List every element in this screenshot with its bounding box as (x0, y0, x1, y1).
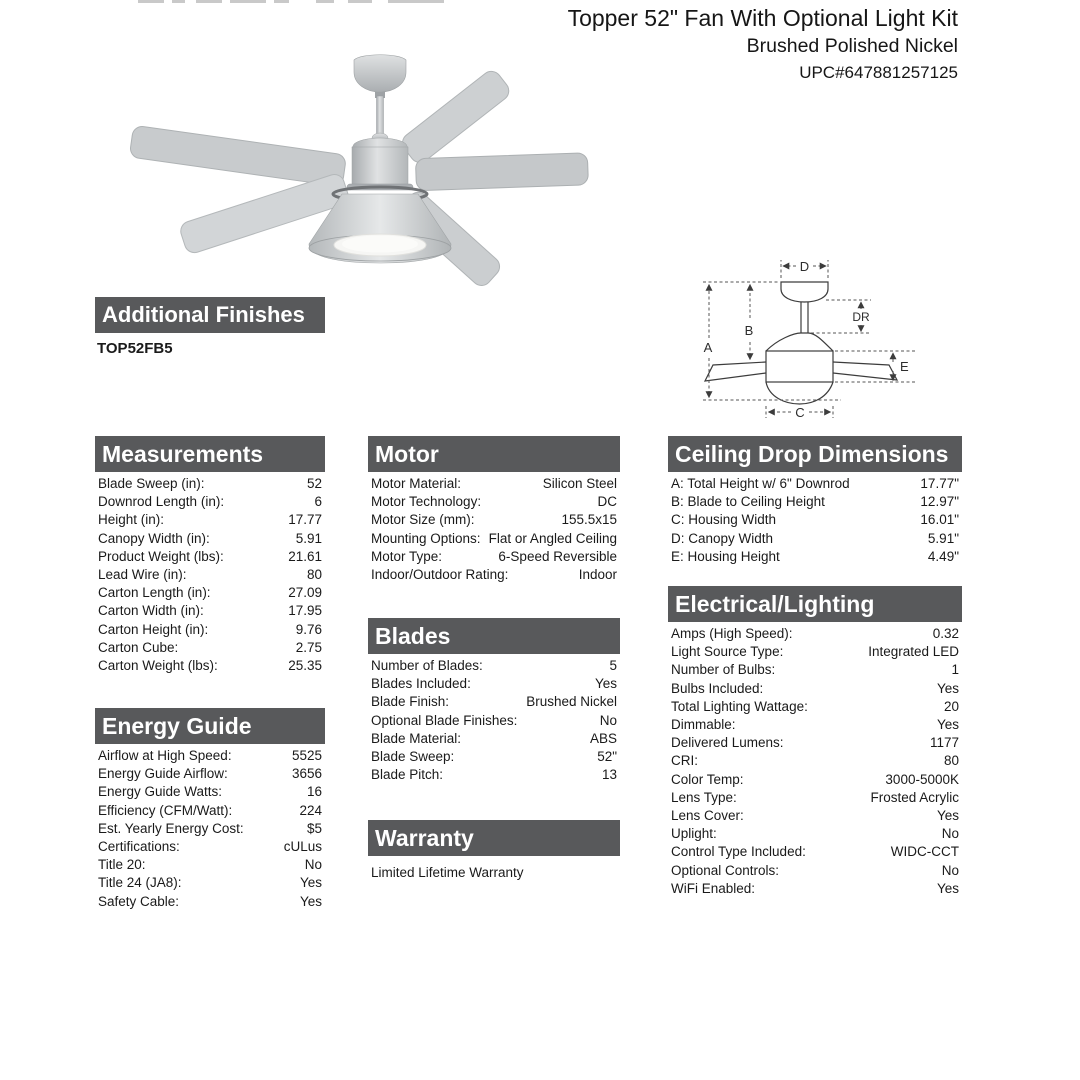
spec-value: 20 (943, 698, 959, 714)
spec-label: Bulbs Included: (671, 680, 764, 696)
spec-label: C: Housing Width (671, 512, 777, 528)
section-ceiling-drop-dimensions (668, 436, 962, 566)
spec-value: No (941, 826, 959, 842)
spec-label: Energy Guide Watts: (98, 784, 223, 800)
spec-value: WIDC-CCT (890, 844, 959, 860)
spec-value: 9.76 (295, 621, 322, 637)
spec-label: Optional Blade Finishes: (371, 712, 518, 728)
spec-row (95, 493, 325, 511)
spec-value: 12.97" (920, 494, 959, 510)
spec-label: D: Canopy Width (671, 530, 774, 546)
spec-row (668, 698, 962, 716)
spec-row (668, 752, 962, 770)
section-warranty (368, 820, 620, 880)
spec-row (95, 475, 325, 493)
spec-row (95, 621, 325, 639)
spec-label: Canopy Width (in): (98, 530, 210, 546)
spec-value: 5 (609, 658, 617, 673)
spec-row (95, 765, 325, 783)
section-additional-finishes (95, 297, 325, 357)
spec-value: $5 (306, 820, 322, 836)
spec-row (668, 511, 962, 529)
spec-value: Frosted Acrylic (870, 789, 959, 805)
spec-row (95, 584, 325, 602)
product-finish: Brushed Polished Nickel (746, 35, 958, 57)
spec-label: Carton Weight (lbs): (98, 658, 218, 674)
diagram-dimension-lines (703, 260, 915, 418)
spec-label: Delivered Lumens: (671, 735, 784, 751)
spec-value: DC (597, 494, 617, 510)
spec-row (668, 880, 962, 898)
spec-label: A: Total Height w/ 6" Downrod (671, 476, 850, 491)
spec-value: Yes (936, 717, 959, 733)
spec-row (95, 802, 325, 820)
spec-row (668, 807, 962, 825)
ceiling-drop-diagram (693, 250, 985, 428)
spec-row (668, 680, 962, 698)
fan-product-image (95, 48, 695, 308)
spec-row (368, 657, 620, 675)
spec-value: No (304, 857, 322, 873)
spec-label: Carton Length (in): (98, 585, 211, 601)
section-header-blades: Blades (368, 618, 620, 654)
spec-label: Carton Width (in): (98, 603, 204, 619)
spec-label: Certifications: (98, 839, 180, 855)
spec-value: 17.95 (288, 603, 322, 619)
spec-row (368, 730, 620, 748)
spec-row (95, 856, 325, 874)
spec-row (668, 862, 962, 880)
spec-label: Motor Technology: (371, 494, 482, 510)
spec-value: Yes (299, 875, 322, 891)
spec-row (95, 783, 325, 801)
product-title: Topper 52" Fan With Optional Light Kit (567, 5, 958, 31)
spec-label: Mounting Options: (371, 530, 481, 546)
spec-value: Flat or Angled Ceiling (488, 530, 617, 546)
spec-value: 52 (306, 476, 322, 491)
spec-row (95, 820, 325, 838)
dim-label-a: A (703, 340, 713, 355)
spec-value: 13 (601, 767, 617, 783)
spec-row (368, 530, 620, 548)
model-number: TOP52FB5 (97, 340, 173, 357)
spec-value: 5.91" (927, 530, 959, 546)
dim-label-c: C (795, 405, 805, 420)
spec-value: Yes (936, 680, 959, 696)
electrical-table (668, 625, 962, 898)
spec-row (668, 530, 962, 548)
spec-value: 3000-5000K (885, 771, 959, 787)
spec-label: Blade Sweep: (371, 749, 455, 765)
spec-row (95, 657, 325, 675)
spec-value: 6-Speed Reversible (498, 548, 617, 564)
spec-label: Carton Height (in): (98, 621, 209, 637)
ceiling-drop-table (668, 475, 962, 566)
warranty-text: Limited Lifetime Warranty (371, 865, 524, 880)
spec-value: Yes (299, 893, 322, 909)
spec-value: Yes (594, 676, 617, 692)
spec-row (368, 766, 620, 784)
measurements-table (95, 475, 325, 675)
spec-label: E: Housing Height (671, 548, 780, 564)
spec-label: Color Temp: (671, 771, 744, 787)
spec-value: 27.09 (288, 585, 322, 601)
spec-value: 80 (943, 753, 959, 769)
spec-row (368, 548, 620, 566)
fan-downrod (377, 96, 384, 138)
spec-row (368, 712, 620, 730)
spec-row (668, 625, 962, 643)
spec-label: Title 20: (98, 857, 146, 873)
dim-label-d: D (799, 259, 810, 274)
spec-value: Brushed Nickel (526, 694, 617, 710)
spec-value: 17.77" (920, 476, 959, 491)
section-measurements (95, 436, 325, 675)
spec-label: Dimmable: (671, 717, 736, 733)
section-header-measurements: Measurements (95, 436, 325, 472)
spec-label: WiFi Enabled: (671, 880, 756, 896)
spec-value: Yes (936, 880, 959, 896)
spec-label: Uplight: (671, 826, 717, 842)
section-header-additional-finishes: Additional Finishes (95, 297, 325, 333)
spec-value: 1 (951, 662, 959, 678)
spec-row (95, 511, 325, 529)
spec-label: Blade Sweep (in): (98, 476, 205, 491)
spec-label: Airflow at High Speed: (98, 748, 232, 763)
spec-row (95, 747, 325, 765)
section-header-ceiling-drop: Ceiling Drop Dimensions (668, 436, 962, 472)
spec-row (368, 511, 620, 529)
spec-value: 224 (299, 802, 322, 818)
spec-row (95, 530, 325, 548)
spec-value: 4.49" (927, 548, 959, 564)
spec-value: 5525 (291, 748, 322, 763)
spec-label: Motor Material: (371, 476, 462, 491)
spec-label: Number of Bulbs: (671, 662, 776, 678)
spec-value: 6 (314, 494, 322, 510)
spec-label: Motor Type: (371, 548, 443, 564)
spec-value: 21.61 (288, 548, 322, 564)
spec-row (668, 661, 962, 679)
blades-table (368, 657, 620, 784)
spec-label: Lead Wire (in): (98, 567, 187, 583)
spec-row (368, 675, 620, 693)
fan-motor-housing (352, 147, 408, 186)
spec-row (95, 893, 325, 911)
section-header-motor: Motor (368, 436, 620, 472)
motor-table (368, 475, 620, 584)
spec-label: Title 24 (JA8): (98, 875, 182, 891)
spec-label: CRI: (671, 753, 698, 769)
section-header-energy-guide: Energy Guide (95, 708, 325, 744)
spec-row (668, 475, 962, 493)
spec-value: 17.77 (288, 512, 322, 528)
spec-label: Downrod Length (in): (98, 494, 225, 510)
spec-row (95, 639, 325, 657)
spec-label: Est. Yearly Energy Cost: (98, 820, 244, 836)
spec-label: Blades Included: (371, 676, 471, 692)
spec-value: 0.32 (932, 626, 959, 641)
spec-label: Blade Finish: (371, 694, 450, 710)
spec-label: Carton Cube: (98, 639, 179, 655)
spec-row (95, 602, 325, 620)
spec-row (668, 789, 962, 807)
spec-row (368, 475, 620, 493)
spec-row (368, 493, 620, 511)
section-energy-guide (95, 708, 325, 911)
spec-value: Indoor (578, 567, 617, 583)
spec-value: Integrated LED (868, 644, 959, 660)
spec-row (368, 566, 620, 584)
spec-label: Optional Controls: (671, 862, 780, 878)
spec-row (368, 748, 620, 766)
section-header-electrical: Electrical/Lighting (668, 586, 962, 622)
spec-label: Total Lighting Wattage: (671, 698, 808, 714)
spec-value: No (599, 712, 617, 728)
section-header-warranty: Warranty (368, 820, 620, 856)
dim-label-b: B (744, 323, 754, 338)
spec-value: Silicon Steel (542, 476, 617, 491)
diagram-fan-outline (705, 282, 897, 404)
spec-value: 3656 (291, 766, 322, 782)
spec-value: 80 (306, 567, 322, 583)
spec-label: Safety Cable: (98, 893, 180, 909)
dim-label-e: E (900, 359, 909, 374)
spec-label: Efficiency (CFM/Watt): (98, 802, 233, 818)
spec-row (668, 493, 962, 511)
spec-value: 1177 (929, 735, 959, 751)
spec-row (668, 771, 962, 789)
spec-value: 5.91 (295, 530, 322, 546)
spec-row (668, 643, 962, 661)
spec-value: ABS (589, 730, 617, 746)
fan-canopy (354, 55, 406, 92)
spec-label: Lens Cover: (671, 808, 744, 824)
section-blades (368, 618, 620, 784)
spec-label: Product Weight (lbs): (98, 548, 224, 564)
spec-value: 52" (597, 749, 617, 765)
spec-row (668, 825, 962, 843)
spec-row (668, 716, 962, 734)
spec-row (95, 566, 325, 584)
spec-row (95, 838, 325, 856)
spec-row (668, 734, 962, 752)
spec-row (95, 548, 325, 566)
cropped-logo-strip (0, 0, 520, 4)
spec-label: Height (in): (98, 512, 165, 528)
spec-value: 16 (306, 784, 322, 800)
spec-label: Light Source Type: (671, 644, 784, 660)
spec-value: cULus (283, 839, 322, 855)
spec-value: No (941, 862, 959, 878)
spec-label: Number of Blades: (371, 658, 483, 673)
spec-label: Control Type Included: (671, 844, 806, 860)
spec-label: Blade Material: (371, 730, 462, 746)
section-motor (368, 436, 620, 584)
dim-label-dr: DR (852, 310, 870, 324)
spec-value: 25.35 (288, 658, 322, 674)
spec-label: Blade Pitch: (371, 767, 444, 783)
spec-row (668, 843, 962, 861)
energy-guide-table (95, 747, 325, 911)
product-upc: UPC#647881257125 (799, 63, 958, 82)
spec-label: Motor Size (mm): (371, 512, 475, 528)
spec-label: Indoor/Outdoor Rating: (371, 567, 509, 583)
spec-row (668, 548, 962, 566)
spec-row (368, 693, 620, 711)
spec-label: Amps (High Speed): (671, 626, 793, 641)
spec-label: Energy Guide Airflow: (98, 766, 228, 782)
spec-row (95, 874, 325, 892)
section-electrical-lighting (668, 586, 962, 898)
spec-label: Lens Type: (671, 789, 737, 805)
spec-value: 155.5x15 (561, 512, 617, 528)
spec-value: 16.01" (920, 512, 959, 528)
spec-label: B: Blade to Ceiling Height (671, 494, 825, 510)
spec-value: 2.75 (295, 639, 322, 655)
spec-value: Yes (936, 808, 959, 824)
